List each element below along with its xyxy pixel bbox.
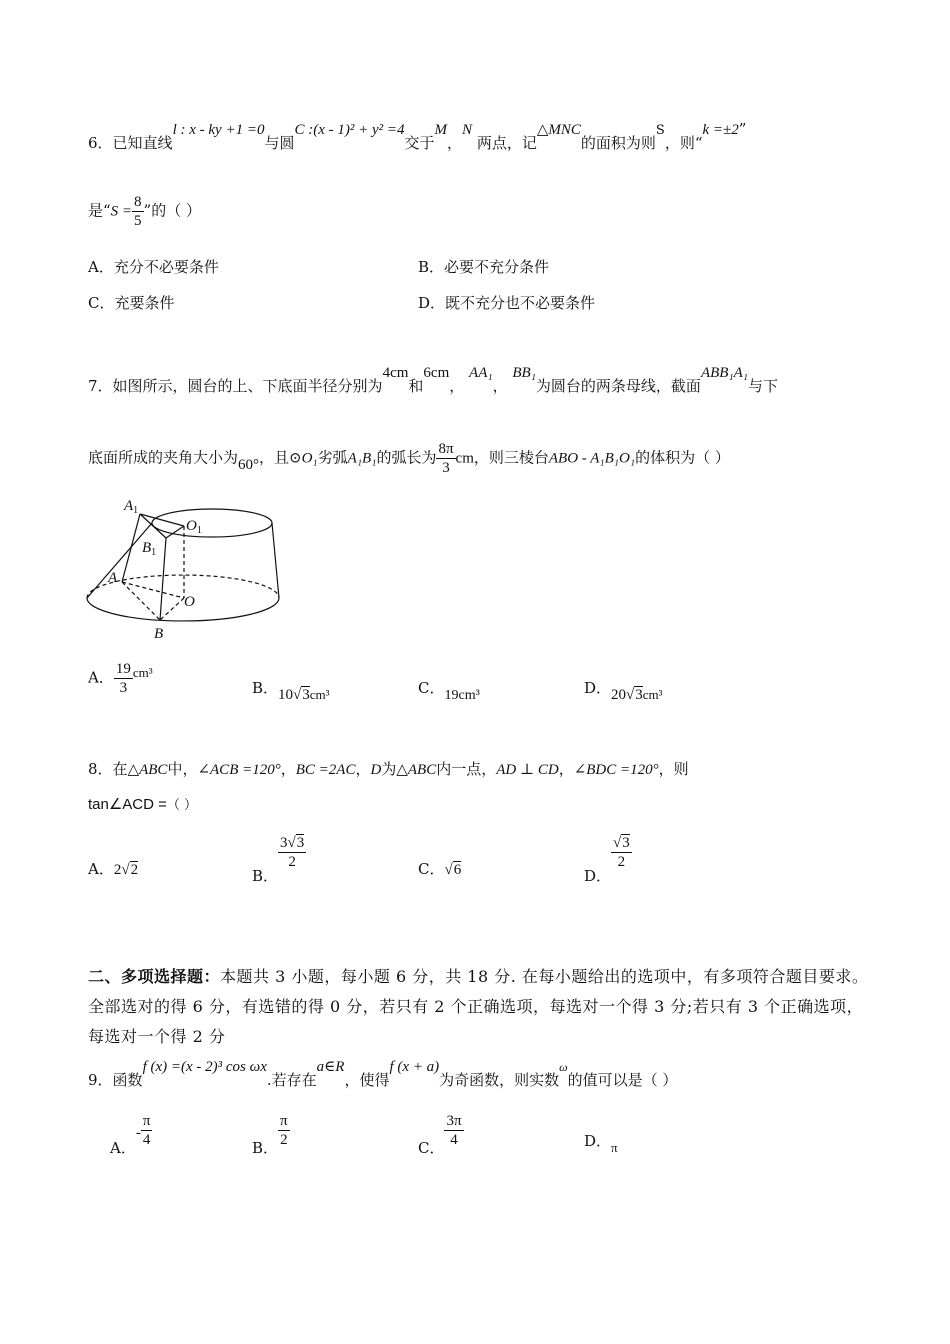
q7-option-c[interactable]: [418, 677, 480, 703]
q7-text-2: 和: [408, 377, 424, 395]
option-text: 19cm³: [444, 688, 480, 703]
q8-point-d: D: [370, 762, 382, 778]
q6-text-6: ，则“: [664, 134, 703, 152]
q8-d-fraction: $\frac{√3}{2}$: [613, 835, 630, 870]
q6-text-5: 的面积为则: [580, 134, 656, 152]
frac-num-radicand: 3: [296, 835, 305, 851]
option-text: 充分不必要条件: [113, 258, 219, 276]
option-label: D．: [584, 679, 612, 697]
label-b1: $B_1$: [142, 540, 157, 558]
option-label: B．: [252, 1138, 279, 1157]
frac-num-radicand: 3: [622, 835, 630, 851]
q8-cond-1: ∠ACB =120°: [197, 762, 281, 778]
option-radicand: 2: [130, 862, 139, 878]
option-label: A．: [110, 1138, 136, 1157]
q7-generatrix-bb1: BB₁: [512, 365, 536, 381]
q6-number: 6．: [88, 134, 113, 152]
segment-b1-b: [160, 538, 166, 620]
segment-a-b: [122, 582, 160, 620]
option-coef: 20: [611, 687, 627, 703]
option-text: π: [611, 1140, 618, 1155]
q7-angle: 60°: [238, 456, 260, 473]
q6-comma: ，: [447, 134, 463, 152]
frac-num: π: [142, 1113, 151, 1129]
q6-frac-den: 5: [134, 213, 142, 229]
option-label: B．: [252, 679, 279, 697]
q9-text-2: .若存在: [266, 1071, 317, 1089]
q8-option-c[interactable]: C．√6: [418, 860, 462, 878]
label-o: O: [184, 594, 195, 610]
q7-l2-text-1: 底面所成的夹角大小为: [88, 448, 239, 467]
q7-line2: [88, 440, 730, 477]
q9-a-in-r: a∈R: [316, 1059, 345, 1075]
frac-den: 4: [450, 1132, 458, 1148]
q7-l2-text-3: 劣弧: [317, 448, 348, 467]
q8-triangle-2: △ABC: [396, 762, 437, 778]
bottom-base-front: [87, 598, 279, 621]
q8-option-a[interactable]: A．2√2: [88, 860, 139, 878]
q8-number: 8．: [88, 760, 113, 778]
q8-cond-2: BC =2AC: [295, 762, 356, 778]
q7-arc-den: 3: [442, 460, 450, 476]
frac-den: 2: [617, 854, 626, 870]
q6-triangle: △MNC: [536, 122, 581, 138]
q9-option-b[interactable]: [252, 1112, 290, 1157]
q7-generatrix-aa1: AA₁: [469, 365, 493, 381]
option-label: A．: [88, 860, 114, 878]
q6-s: S: [655, 123, 665, 138]
q9-text-1: 函数: [112, 1071, 143, 1089]
label-b: B: [154, 626, 164, 642]
label-a1: $A_1$: [124, 498, 139, 516]
option-text: 既不充分也不必要条件: [445, 294, 596, 312]
option-text: 充要条件: [114, 294, 175, 312]
section-2-heading: [88, 962, 878, 1052]
label-o1: $O_1$: [186, 518, 202, 536]
option-sign: -: [135, 1124, 141, 1141]
q8-line2: [88, 794, 197, 813]
label-a: A: [108, 570, 118, 586]
q7-frustum: ABO - A₁B₁O₁: [548, 450, 636, 467]
q6-frac-num: 8: [134, 194, 142, 210]
segment-b1-o1: [166, 526, 184, 538]
q7-text-4: ，: [492, 377, 508, 395]
q6-line-equation: l : x - ky +1 =0: [172, 122, 265, 138]
option-label: B．: [418, 258, 445, 276]
q7-option-d[interactable]: D．20√3cm³: [584, 679, 663, 703]
section-2-title: 二、多项选择题：: [88, 967, 221, 986]
option-label: C．: [88, 294, 115, 312]
q6-option-c[interactable]: [88, 292, 175, 313]
q7-l2-text-6: 的体积为（ ）: [635, 448, 730, 467]
q9-option-a[interactable]: [110, 1112, 152, 1157]
q7-text-6: 与下: [748, 377, 779, 395]
q8-text-5: ，则: [658, 760, 689, 778]
q9-function: f (x) =(x - 2)³ cos ωx: [142, 1059, 267, 1075]
segment-a-o: [122, 582, 184, 598]
option-radicand: 6: [453, 862, 462, 878]
frac-num: 19: [115, 661, 131, 677]
q7-frustum-figure: [80, 494, 290, 644]
option-unit: cm³: [309, 687, 330, 702]
q7-circle-o1: ⊙O₁: [289, 450, 318, 467]
option-unit: cm³: [642, 687, 663, 702]
option-text: 必要不充分条件: [444, 258, 550, 276]
q6-text-2: 与圆: [264, 134, 295, 152]
option-label: C．: [418, 1138, 445, 1157]
q7-option-a[interactable]: [88, 660, 153, 697]
q6-s-equals: S =: [110, 203, 133, 220]
q7-l2-text-5: ，则三棱台: [473, 448, 549, 467]
frac-num: π: [280, 1113, 288, 1129]
q7-arc-num: 8π: [438, 441, 454, 457]
q8-cond-4: ∠BDC =120°: [573, 762, 659, 778]
q7-arc-unit: cm: [455, 450, 474, 467]
q8-line1: 8．在△ABC中，∠ACB =120°，BC =2AC，D为△ABC内一点，AD ⊥ CD，∠BDC =120°，则: [88, 760, 689, 778]
q8-question: tan∠ACD =: [88, 796, 167, 813]
q7-text-1: 如图所示，圆台的上、下底面半径分别为: [112, 377, 383, 395]
q6-line2-a: 是“: [88, 201, 111, 220]
frac-den: 3: [119, 680, 128, 696]
option-label: A．: [88, 258, 114, 276]
q7-l2-text-4: 的弧长为: [376, 448, 437, 467]
q6-point-n: N: [462, 122, 473, 138]
q6-k-condition: k =±2: [702, 122, 739, 138]
q8-b-fraction: $\frac{3√3}{2}$: [280, 835, 305, 870]
q8-option-b[interactable]: [252, 834, 306, 885]
q6-fraction: [132, 193, 144, 230]
segment-a1-a: [122, 514, 140, 582]
q9-shifted-function: f (x + a): [389, 1059, 440, 1075]
q7-radius-bottom: 6cm: [423, 365, 450, 381]
option-label: D．: [418, 294, 446, 312]
frac-den: 2: [280, 1132, 288, 1148]
q9-option-c[interactable]: [418, 1112, 464, 1157]
q6-text-7: ”: [738, 120, 747, 138]
option-coef: 10: [278, 687, 294, 703]
q6-text-4: 两点，记: [476, 134, 537, 152]
q6-point-m: M: [434, 122, 448, 138]
q7-arc-fraction: [436, 440, 455, 477]
q8-triangle: △ABC: [127, 762, 168, 778]
q8-cond-3: AD ⊥ CD: [496, 762, 559, 778]
option-unit: cm³: [132, 664, 153, 680]
q6-line1: [88, 120, 747, 153]
top-base-ellipse: [152, 509, 272, 537]
q7-text-5: 为圆台的两条母线，截面: [535, 377, 701, 395]
option-radicand: 3: [302, 687, 310, 703]
option-label: D．: [584, 866, 612, 885]
q9-omega: ω: [559, 1060, 568, 1074]
q7-l2-text-2: ，且: [259, 448, 290, 467]
q7-line1: [88, 365, 779, 396]
q6-line2-b: ”的（ ）: [143, 201, 201, 220]
left-generatrix: [87, 523, 152, 598]
option-label: D．: [584, 1132, 612, 1150]
option-label: C．: [418, 679, 445, 697]
q9-text-5: 的值可以是（ ）: [567, 1071, 678, 1089]
q8-text-2: 中，: [167, 760, 198, 778]
option-label: B．: [252, 866, 279, 885]
q9-number: 9．: [88, 1071, 113, 1089]
q9-text-3: ，使得: [344, 1071, 390, 1089]
q6-option-a[interactable]: [88, 256, 219, 277]
segment-o-b: [160, 598, 184, 620]
q6-circle-equation: C :(x - 1)² + y² =4: [294, 122, 405, 138]
q7-arc: A₁B₁: [347, 450, 377, 467]
q7-text-3: ，: [449, 377, 465, 395]
q7-section: ABB₁A₁: [700, 365, 749, 381]
q7-radius-top: 4cm: [382, 365, 409, 381]
q6-option-b[interactable]: [418, 256, 549, 277]
q8-paren: （ ）: [166, 798, 198, 813]
q6-line2: [88, 193, 201, 230]
frac-den: 2: [288, 854, 296, 870]
q7-a-fraction: [114, 660, 133, 697]
q9-option-d[interactable]: [584, 1130, 618, 1155]
frac-num-coef: 3: [280, 835, 288, 851]
frac-num: 3π: [446, 1113, 462, 1129]
section-2-body: 本题共 3 小题，每小题 6 分，共 18 分. 在每小题给出的选项中，有多项符合题目要求。全部选对的得 6 分，有选错的得 0 分，若只有 2 个正确选项，每选对一个得 3 分;若只有 3 个正确选项，每选对一个得 2 分: [88, 967, 869, 1046]
q9-text-4: 为奇函数，则实数: [439, 1071, 560, 1089]
q8-text-1: 在: [112, 760, 128, 778]
q9-c-fraction: [444, 1112, 463, 1149]
q6-option-d[interactable]: [418, 292, 595, 313]
q6-text-3: 交于: [404, 134, 435, 152]
q8-option-d[interactable]: [584, 834, 632, 885]
frac-den: 4: [142, 1132, 151, 1148]
right-generatrix: [272, 523, 279, 598]
q9-a-fraction: [141, 1112, 153, 1149]
q7-number: 7．: [88, 377, 113, 395]
q6-text-1: 已知直线: [112, 134, 173, 152]
q9-b-fraction: [278, 1112, 290, 1149]
option-radicand: 3: [635, 687, 643, 703]
q9-line1: [88, 1059, 678, 1090]
q7-option-b[interactable]: B．10√3cm³: [252, 679, 330, 703]
q8-text-3: 为: [381, 760, 397, 778]
q8-text-4: 内一点，: [436, 760, 497, 778]
option-label: A．: [88, 668, 114, 687]
option-coef: 2: [113, 862, 122, 878]
option-label: C．: [418, 860, 445, 878]
